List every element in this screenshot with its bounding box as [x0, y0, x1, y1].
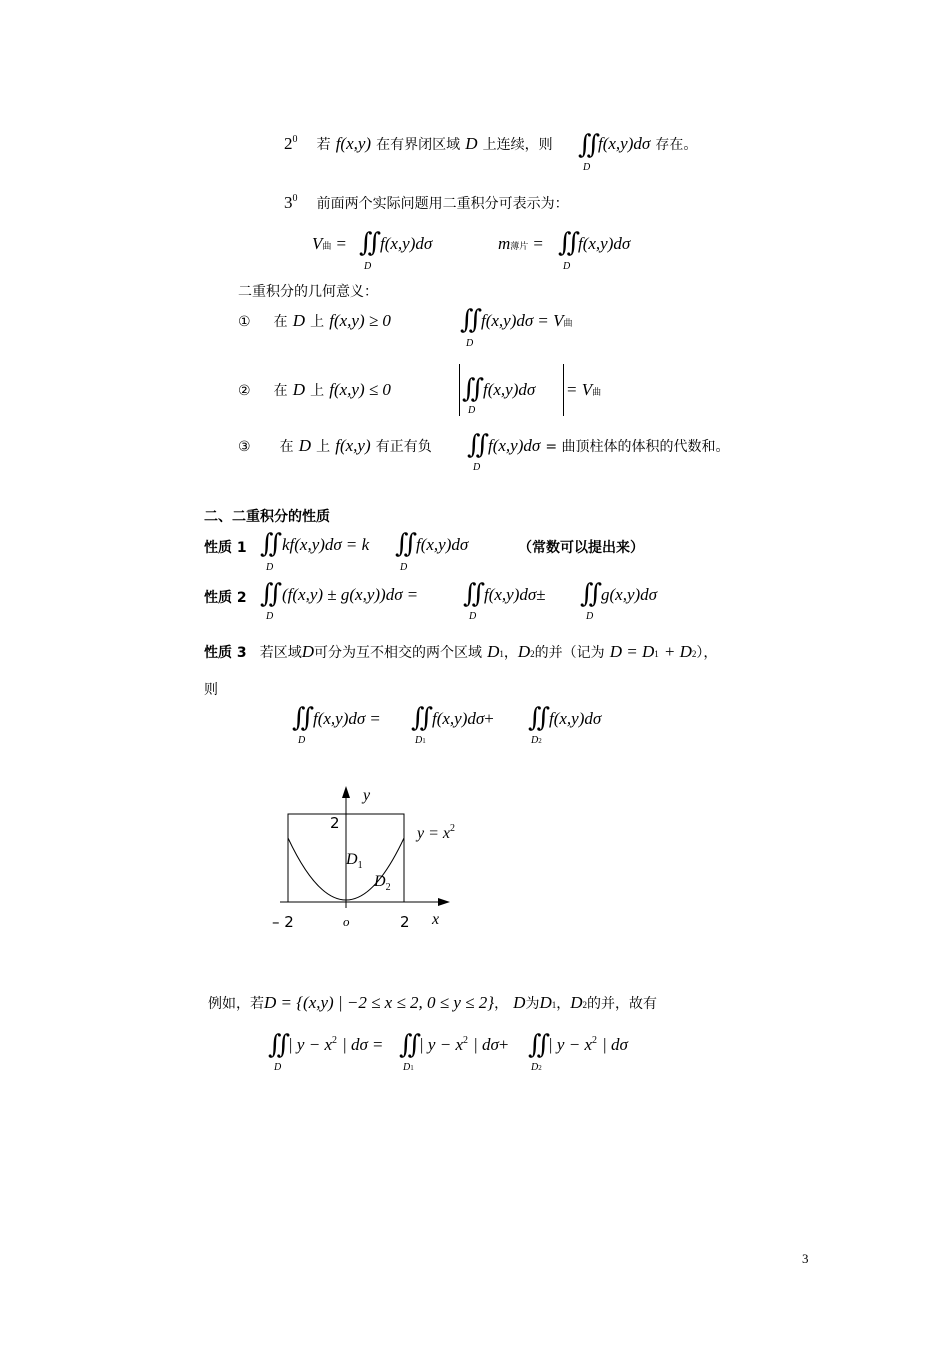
property-2-formula [282, 585, 417, 605]
property-3-then: 则 [204, 682, 218, 698]
item3-text: 前面两个实际问题用二重积分可表示为： [316, 196, 569, 212]
case-2-mid: 上 [310, 383, 325, 399]
tick-neg-2: – 2 [272, 913, 294, 931]
section-2-title: 二、二重积分的性质 [204, 509, 330, 525]
property-2-integrand-3: g(x,y)dσ [601, 585, 658, 604]
region-d2-text: D [374, 873, 386, 890]
y-axis-label: y [363, 787, 371, 804]
example-integral-domain-3 [531, 1062, 542, 1073]
example-d1-domain: D [403, 1062, 411, 1073]
example-d: D [513, 993, 526, 1012]
property-3-eq-part2 [432, 709, 494, 729]
mass-integral-domain: D [563, 261, 571, 272]
case-1-rhs-sub: 曲 [563, 318, 573, 328]
region-d1-label [345, 851, 363, 871]
example-d2: D [570, 993, 583, 1012]
property-2-eq: = [407, 585, 418, 604]
property-3-text3: 的并（记为 [534, 645, 605, 661]
example-text2: ， [494, 996, 509, 1012]
example-line [208, 993, 657, 1013]
mass-integral-sign: ∬ [558, 228, 574, 257]
item2-integral-domain: D [583, 162, 591, 173]
case-3-pre: 在 [279, 439, 294, 455]
example-d2-domain-sub: 2 [538, 1064, 542, 1072]
volume-sub: 曲 [322, 241, 332, 251]
case-2-abs-bar-right [563, 364, 564, 416]
property-3-line [204, 642, 717, 662]
property-1-integrand-2: f(x,y)dσ [416, 535, 469, 554]
property-3-text4: ）， [696, 645, 718, 661]
property-3-eq-integrand-1: f(x,y)dσ [313, 709, 366, 728]
case-3-cond-text: 有正有负 [375, 439, 432, 455]
example-integral-sign-2: ∬ [399, 1030, 415, 1059]
property-2-integral-domain: D [266, 611, 274, 622]
origin-label: o [343, 914, 350, 929]
region-d2-sub: 2 [385, 882, 391, 893]
case-1-integral-sign: ∬ [460, 305, 476, 334]
example-integral-domain-1: D [274, 1062, 282, 1073]
property-1-integral-sign-2: ∬ [395, 529, 411, 558]
example-d2-sub: 2 [582, 1000, 588, 1010]
case-3-rhs-text: = 曲顶柱体的体积的代数和。 [545, 439, 730, 455]
case-2-rhs: V [581, 380, 593, 399]
property-2-integral-domain-3: D [586, 611, 594, 622]
example-abs-tail-1: | dσ [342, 1035, 368, 1054]
case-2-pre: 在 [273, 383, 288, 399]
case-2-rhs-sub: 曲 [592, 387, 602, 397]
property-3-text2: 可分为互不相交的两个区域 [314, 645, 482, 661]
mass-sub: 薄片 [510, 241, 529, 251]
case-1-integral-domain: D [466, 338, 474, 349]
example-comma: ， [556, 996, 571, 1012]
x-axis-label: x [432, 911, 440, 928]
formula-mass-lhs [498, 234, 543, 254]
case-1-condition [238, 311, 391, 331]
example-d1: D [539, 993, 552, 1012]
case-3-mid: 上 [316, 439, 331, 455]
case-3-integrand: f(x,y)dσ [488, 436, 541, 455]
example-integral-sign-3: ∬ [528, 1030, 544, 1059]
example-set: D = {(x,y) | −2 ≤ x ≤ 2, 0 ≤ y ≤ 2} [264, 993, 495, 1012]
volume-integrand: f(x,y)dσ [380, 234, 433, 253]
property-1-integral-domain: D [266, 562, 274, 573]
case-1-pre: 在 [273, 314, 288, 330]
property-3-integral-domain-2 [415, 735, 426, 746]
property-3-eq-part1 [313, 709, 380, 729]
property-1-k: k [361, 535, 370, 554]
example-d2-domain: D [531, 1062, 539, 1073]
item2-text4: 存在。 [655, 137, 698, 153]
curve-label-text: y = x [417, 825, 450, 842]
curve-label [415, 823, 455, 842]
example-abs-expr-1: | y − x [288, 1035, 332, 1054]
case-2-rhs-eq: = [567, 380, 577, 399]
property-3-integral-sign-1: ∬ [292, 703, 308, 732]
property-2-integral-domain-2: D [469, 611, 477, 622]
formula-volume-lhs [312, 234, 346, 254]
mass-eq: = [533, 234, 543, 253]
property-3-eq-sign: = [370, 709, 380, 728]
case-3-cond: f(x,y) [335, 436, 371, 455]
property-3-d: D [301, 642, 314, 661]
example-text3: 为 [525, 996, 540, 1012]
tick-2-right: 2 [400, 913, 410, 931]
property-3-integral-sign-3: ∬ [528, 703, 544, 732]
case-2-result [567, 380, 601, 400]
property-1-integral-sign: ∬ [260, 529, 276, 558]
example-d1-domain-sub: 1 [410, 1064, 414, 1072]
case-1-d: D [292, 311, 306, 330]
case-2-abs-bar-left [459, 364, 460, 416]
property-1-integral-domain-2: D [400, 562, 408, 573]
property-3-integral-domain-3 [531, 735, 542, 746]
region-d2-label [373, 873, 391, 893]
case-2-condition [238, 380, 391, 400]
volume-integral-sign: ∬ [359, 228, 375, 257]
property-2-integral-sign-2: ∬ [463, 579, 479, 608]
property-2-formula-2 [484, 585, 546, 605]
item2-integrand-line [598, 134, 697, 154]
example-plus: + [498, 1035, 509, 1054]
property-3-integral-domain-1: D [298, 735, 306, 746]
item3-marker-sup: 0 [292, 193, 298, 204]
case-1-mid: 上 [310, 314, 325, 330]
case-3-integral-sign: ∬ [467, 430, 483, 459]
item2-integrand: f(x,y)dσ [598, 134, 651, 153]
item2-marker: 2 [284, 134, 293, 153]
case-1-integrand: f(x,y)dσ [481, 311, 534, 330]
property-3-d2-sub: 2 [530, 649, 535, 659]
volume-eq: = [336, 234, 347, 253]
property-3-formula-sub1: 1 [654, 649, 659, 659]
item3-marker: 3 [284, 193, 293, 212]
case-3-num: ③ [238, 439, 251, 455]
property-1-label: 性质 1 [204, 540, 247, 556]
example-eq: = [373, 1035, 383, 1054]
example-integral-sign-1: ∬ [268, 1030, 284, 1059]
mass-symbol: m [498, 234, 511, 253]
case-1-result [481, 311, 572, 331]
property-3-d2: D [517, 642, 531, 661]
example-eq-part1 [288, 1035, 383, 1055]
geometric-meaning-title: 二重积分的几何意义： [238, 284, 378, 300]
x-axis-arrow [438, 898, 450, 906]
example-d1-sub: 1 [551, 1000, 557, 1010]
case-2-integral-domain: D [468, 405, 476, 416]
property-2-integral-sign: ∬ [260, 579, 276, 608]
item2-text3: 上连续，则 [482, 137, 553, 153]
region-d1-text: D [346, 851, 358, 868]
item2-integral-sign: ∬ [578, 130, 594, 159]
case-2-integrand: f(x,y)dσ [483, 380, 536, 399]
case-2-num: ② [238, 383, 251, 399]
property-2-integrand-2: f(x,y)dσ [484, 585, 537, 604]
example-eq-part2 [419, 1035, 509, 1055]
property-3-label: 性质 3 [204, 645, 247, 661]
mass-integrand: f(x,y)dσ [578, 234, 631, 253]
case-2-integral-sign: ∬ [462, 374, 478, 403]
property-2-pm: ± [536, 585, 546, 604]
example-abs-tail-2: | dσ [473, 1035, 499, 1054]
region-figure [260, 780, 490, 940]
property-1-formula [282, 535, 369, 555]
example-abs-sup-2: 2 [463, 1035, 468, 1046]
volume-integral-domain: D [364, 261, 372, 272]
example-text1: 例如，若 [208, 996, 264, 1012]
item2-text2: 在有界闭区域 [376, 137, 461, 153]
property-2-label: 性质 2 [204, 590, 247, 606]
example-integral-domain-2 [403, 1062, 414, 1073]
property-2-integrand: (f(x,y) ± g(x,y))dσ [282, 585, 403, 604]
example-abs-sup-1: 2 [332, 1035, 337, 1046]
property-3-d1-label: D [415, 735, 423, 746]
curve-label-sup: 2 [450, 823, 455, 834]
property-3-d2-label: D [531, 735, 539, 746]
item2-func: f(x,y) [335, 134, 372, 153]
case-1-num: ① [238, 314, 251, 330]
item2-line [284, 134, 553, 154]
case-3-result [488, 436, 730, 456]
example-abs-sup-3: 2 [592, 1035, 597, 1046]
item2-var-d: D [465, 134, 478, 153]
property-3-eq-integrand-2: f(x,y)dσ [432, 709, 485, 728]
property-3-comma: ， [503, 645, 518, 661]
example-abs-tail-3: | dσ [602, 1035, 628, 1054]
case-1-rhs-eq: = [538, 311, 548, 330]
property-2-integral-sign-3: ∬ [580, 579, 596, 608]
volume-symbol: V [312, 234, 323, 253]
case-3-d: D [298, 436, 312, 455]
property-3-integral-sign-2: ∬ [411, 703, 427, 732]
case-1-cond: f(x,y) ≥ 0 [329, 311, 391, 330]
item2-text1: 若 [316, 137, 331, 153]
case-3-integral-domain: D [473, 462, 481, 473]
example-abs-expr-2: | y − x [419, 1035, 463, 1054]
case-1-rhs: V [553, 311, 564, 330]
property-1-note: （常数可以提出来） [518, 540, 644, 556]
case-3-condition [238, 436, 432, 456]
page-number: 3 [802, 1251, 809, 1266]
example-text4: 的并，故有 [587, 996, 658, 1012]
property-3-d1: D [487, 642, 500, 661]
property-3-d1-sub: 1 [499, 649, 504, 659]
property-3-eq-plus: + [484, 709, 494, 728]
property-3-d1-label-sub: 1 [422, 737, 426, 745]
example-eq-part3 [548, 1035, 628, 1055]
property-3-d2-label-sub: 2 [538, 737, 542, 745]
item3-line [284, 193, 569, 213]
property-1-integrand: kf(x,y)dσ [282, 535, 342, 554]
property-3-text1: 若区域 [259, 645, 302, 661]
property-3-eq-integrand-3: f(x,y)dσ [549, 709, 602, 728]
case-2-cond: f(x,y) ≤ 0 [329, 380, 391, 399]
item2-marker-sup: 0 [292, 134, 298, 145]
case-2-d: D [292, 380, 306, 399]
property-1-eq: = [346, 535, 357, 554]
tick-2-top: 2 [330, 814, 340, 832]
property-3-formula: D = D [609, 642, 655, 661]
y-axis-arrow [342, 786, 350, 798]
example-abs-expr-3: | y − x [548, 1035, 592, 1054]
region-d1-sub: 1 [357, 860, 363, 871]
property-3-formula-plus: + D [663, 642, 692, 661]
property-3-formula-sub2: 2 [691, 649, 697, 659]
